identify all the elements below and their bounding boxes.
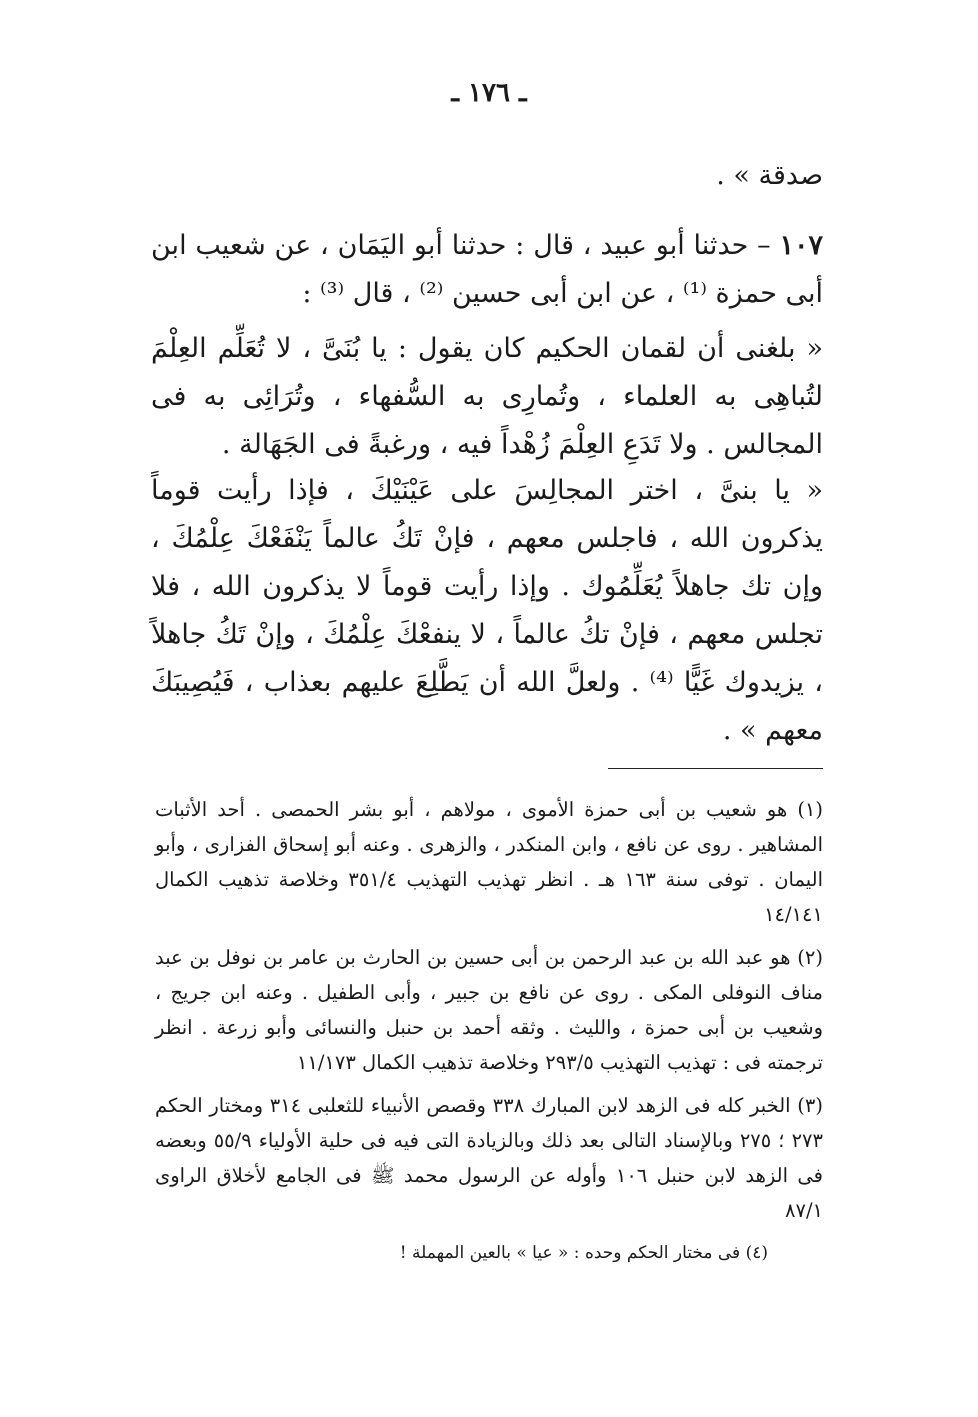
footnote-number: (١): [797, 798, 824, 821]
footnote-number: (٢): [797, 946, 823, 969]
footnote-4: [155, 1236, 823, 1271]
quote-paragraph-2: « يا بنىَّ ، اختر المجالِسَ على عَيْنَيْكَ ، فإذا رأيت قوماً يذكرون الله ، فاجلس معهم ، فإنْ تَكُ عالماً يَنْفَعْكَ عِلْمُكَ ، وإن تك جاهلاً يُعَلِّمُوك . وإذا رأيت قوماً لا يذكرون الله ، فلا تجلس معهم ، فإنْ تكُ عالماً ، لا ينفعْكَ عِلْمُكَ ، وإنْ تَكُ جاهلاً ، يزيدوك غَيًّا ⁽⁴⁾ . ولعلَّ الله أن يَطَّلِعَ عليهم بعذاب ، فَيُصِيبَكَ معهم » .: [151, 475, 823, 746]
footnote-2: [155, 940, 823, 1080]
footnotes: [155, 792, 823, 1279]
hadith-number: ١٠٧: [779, 230, 823, 261]
footnote-text: هو عبد الله بن عبد الرحمن بن أبى حسين بن الحارث بن عامر بن نوفل بن عبد مناف النوفلى المكى . روى عن نافع بن جبير ، وأبى الطفيل . وعنه ابن جريج ، وشعيب بن أبى حمزة ، والليث . وثقه أحمد بن حنبل والنسائى وأبو زرعة . انظر ترجمته فى : تهذيب التهذيب ٢٩٣/٥ وخلاصة تذهيب الكمال ١١/١٧٣: [155, 946, 823, 1074]
footnote-3: [155, 1088, 823, 1228]
footnote-number: (٣): [797, 1094, 823, 1117]
footnote-1: [155, 792, 823, 932]
footnote-text: الخبر كله فى الزهد لابن المبارك ٣٣٨ وقصص الأنبياء للثعلبى ٣١٤ ومختار الحكم ٢٧٣ ؛ ٢٧٥ وبالإسناد التالى بعد ذلك وبالزيادة التى فيه فى حلية الأولياء ٥٥/٩ وبعضه فى الزهد لابن حنبل ١٠٦ وأوله عن الرسول محمد ﷺ فى الجامع لأخلاق الراوى ٨٧/١: [155, 1094, 823, 1222]
footnote-text: فى مختار الحكم وحده : « عيا » بالعين المهملة !: [399, 1243, 741, 1263]
footnote-number: (٤): [745, 1243, 768, 1263]
hadith-text: – حدثنا أبو عبيد ، قال : حدثنا أبو اليَمَان ، عن شعيب ابن أبى حمزة ⁽¹⁾ ، عن ابن أبى حسين ⁽²⁾ ، قال ⁽³⁾ :: [151, 230, 823, 309]
hadith-paragraph: [151, 222, 823, 318]
footnote-divider: [608, 768, 823, 769]
intro-line: صدقة » .: [716, 160, 823, 191]
footnote-text: هو شعيب بن أبى حمزة الأموى ، مولاهم ، أبو بشر الحمصى . أحد الأثبات المشاهير . روى عن نافع ، وابن المنكدر ، والزهرى . وعنه أبو إسحاق الفزارى ، وأبو اليمان . توفى سنة ١٦٣ هـ . انظر تهذيب التهذيب ٣٥١/٤ وخلاصة تذهيب الكمال ١٤/١٤١: [155, 798, 824, 926]
page-number: ـ ١٧٦ ـ: [451, 78, 527, 108]
quote-paragraph-1: « بلغنى أن لقمان الحكيم كان يقول : يا بُنَىَّ ، لا تُعَلِّم العِلْمَ لتُباهِى به العلماء ، وتُمارِى به السُّفهاء ، وتُرَائِى به فى المجالس . ولا تَدَعِ العِلْمَ زُهْداً فيه ، ورغبةً فى الجَهَالة .: [151, 333, 823, 460]
